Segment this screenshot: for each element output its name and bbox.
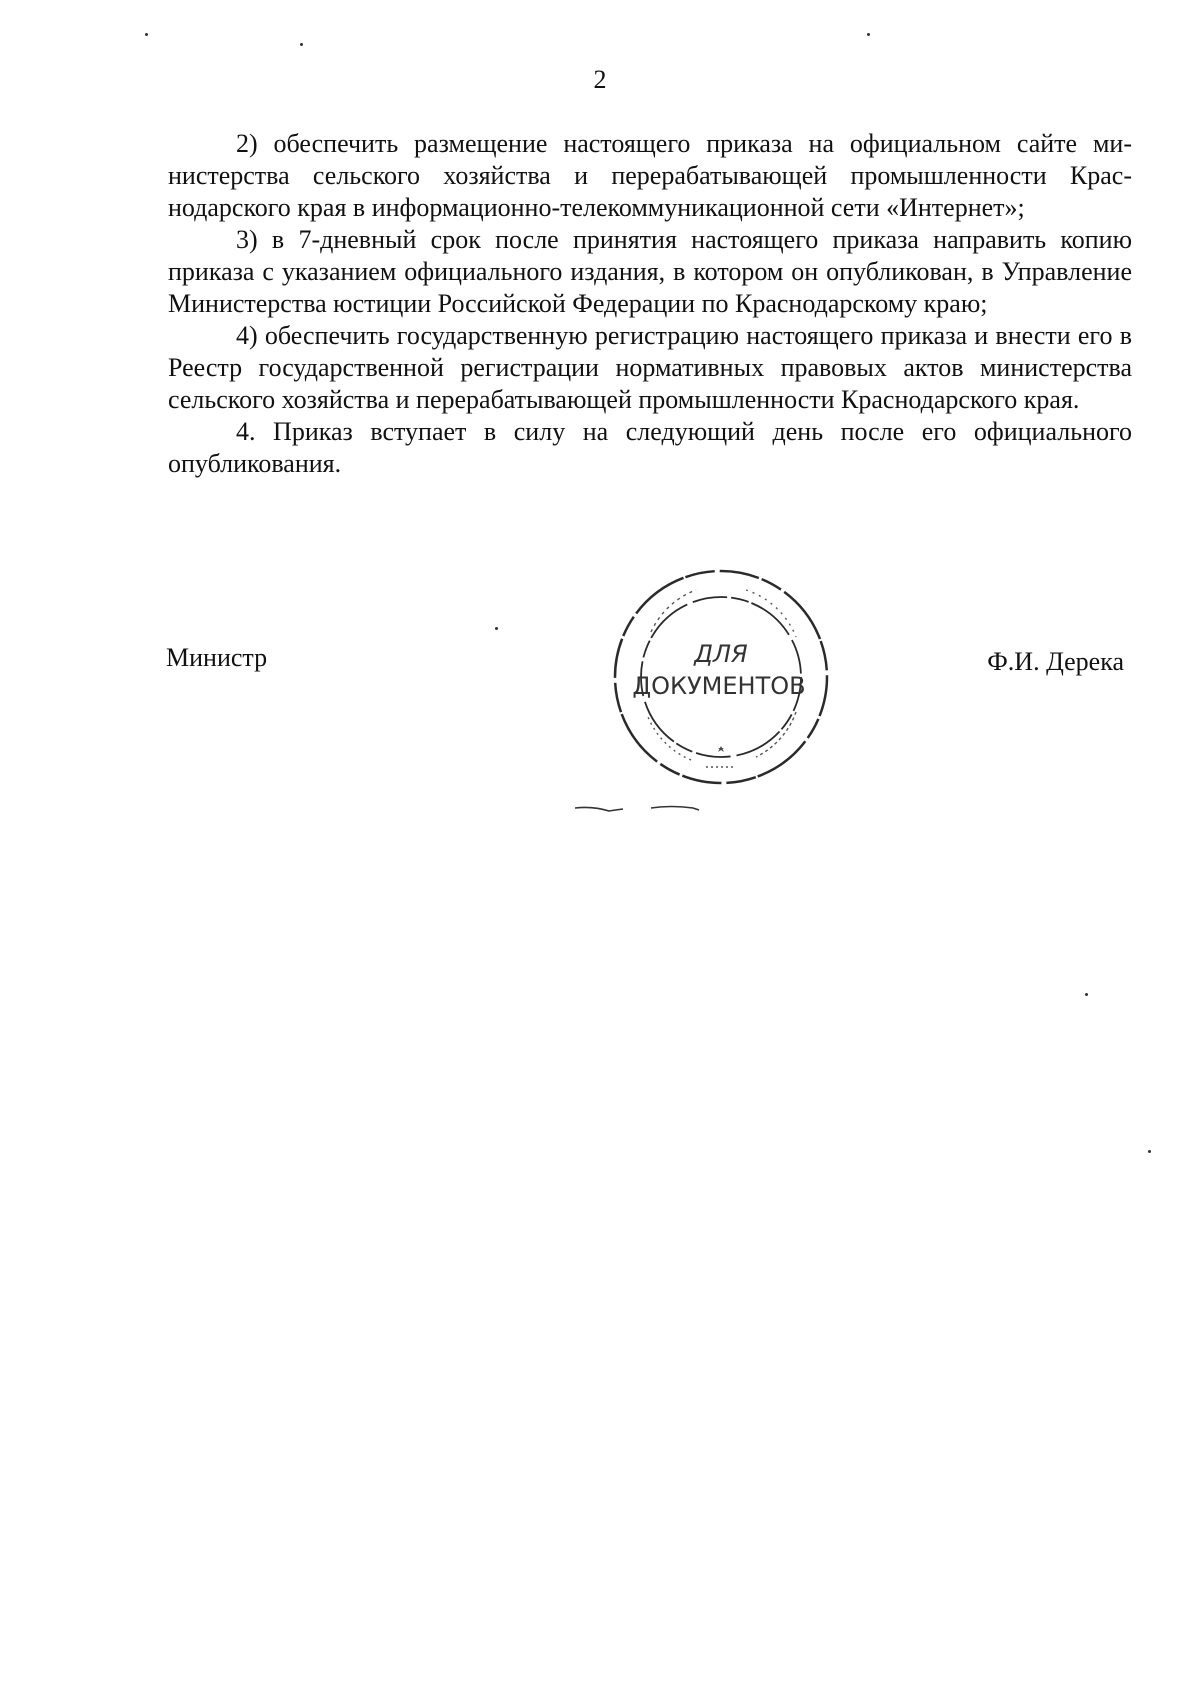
document-body	[168, 128, 1132, 480]
paragraph-item-4: 4) обеспечить государственную регистрацию настоящего приказа и внести его в Реестр государственной регистрации нормативных правовых актов министерства сельского хозяйства и перерабатывающей промышленности Краснодарского края.	[168, 321, 1132, 414]
stamp-center-line-2: ДОКУМЕНТОВ	[632, 672, 806, 700]
scan-speck	[145, 33, 148, 36]
official-stamp	[606, 562, 836, 792]
signatory-name: Ф.И. Дерека	[987, 647, 1124, 676]
stamp-center-star	[718, 746, 724, 752]
scan-speck	[1085, 993, 1088, 996]
pen-scratch-mark	[575, 802, 715, 816]
signatory-role: Министр	[166, 643, 268, 672]
scan-speck	[1148, 1150, 1151, 1153]
paragraph-item-2: 2) обеспечить размещение настоящего приказа на официальном сайте министерства сельского хозяйства и перерабатывающей промышленности Краснодарского края в информационно-телекоммуникационной сети «Интернет»;	[168, 129, 1132, 222]
paragraph-point-4: 4. Приказ вступает в силу на следующий день после его официального опубликования.	[168, 417, 1132, 478]
scan-speck	[867, 33, 870, 36]
page-number: 2	[593, 65, 607, 94]
scan-speck	[495, 627, 498, 630]
scan-speck	[300, 43, 303, 46]
stamp-center-line-1: ДЛЯ	[694, 640, 748, 668]
paragraph-item-3: 3) в 7-дневный срок после принятия настоящего приказа направить копию приказа с указанием официального издания, в котором он опубликован, в Управление Министерства юстиции Российской Федерации по Краснодарскому краю;	[168, 225, 1132, 318]
